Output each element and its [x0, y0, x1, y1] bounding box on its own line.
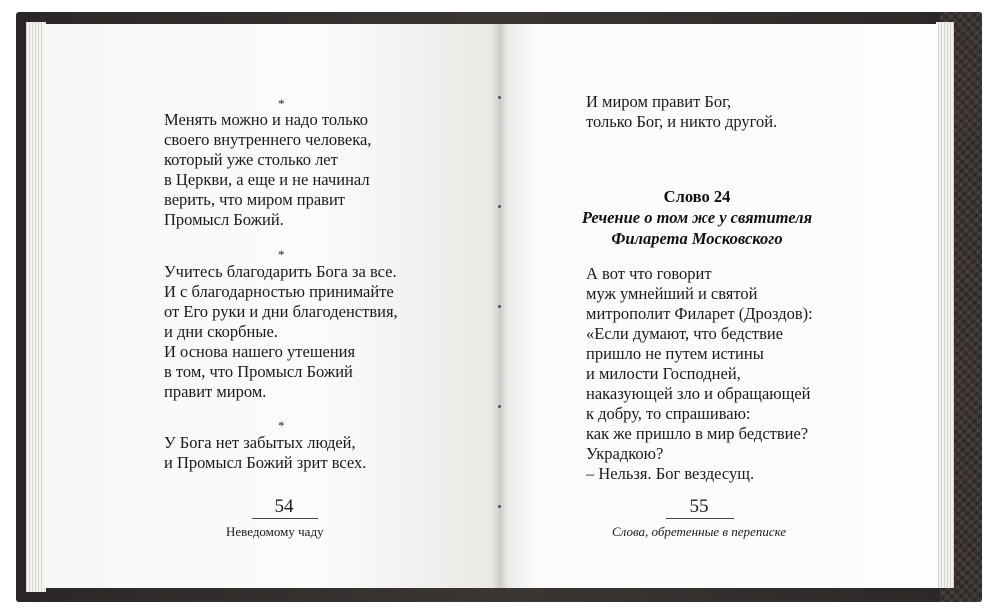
binding-stitch — [498, 405, 501, 408]
section-separator: * — [278, 418, 285, 433]
section-separator: * — [278, 96, 285, 111]
text-line: наказующей зло и обращающей — [586, 384, 811, 403]
text-line: верить, что миром правит — [164, 190, 346, 209]
text-line: и Промысл Божий зрит всех. — [164, 453, 367, 472]
binding-stitch — [498, 305, 501, 308]
text-line: от Его руки и дни благоденствия, — [164, 302, 398, 321]
text-line: в Церкви, а еще и не начинал — [164, 170, 370, 189]
left-paragraph-1 — [164, 110, 371, 230]
section-heading — [580, 186, 814, 249]
text-line: своего внутреннего человека, — [164, 130, 372, 149]
text-line: И с благодарностью принимайте — [164, 282, 394, 301]
text-line: Учитесь благодарить Бога за все. — [164, 262, 397, 281]
text-line: А вот что говорит — [586, 264, 712, 283]
right-body-paragraph — [586, 264, 813, 484]
text-line: и милости Господней, — [586, 364, 741, 383]
section-separator: * — [278, 247, 285, 262]
heading-subtitle-line: Филарета Московского — [611, 229, 783, 248]
text-line: только Бог, и никто другой. — [586, 112, 778, 131]
page-number-left: 54 — [274, 496, 294, 517]
text-line: И основа нашего утешения — [164, 342, 356, 361]
binding-stitch — [498, 96, 501, 99]
text-line: как же пришло в мир бедствие? — [586, 424, 809, 443]
text-line: Менять можно и надо только — [164, 110, 369, 129]
text-line: «Если думают, что бедствие — [586, 324, 784, 343]
page-edges-right — [936, 22, 954, 588]
text-line: – Нельзя. Бог вездесущ. — [586, 464, 755, 483]
text-line: пришло не путем истины — [586, 344, 764, 363]
text-line: и дни скорбные. — [164, 322, 278, 341]
page-number-right: 55 — [689, 496, 709, 517]
running-footer-right: Слова, обретенные в переписке — [612, 524, 787, 539]
text-line: И миром правит Бог, — [586, 92, 732, 111]
text-line: У Бога нет забытых людей, — [164, 433, 356, 452]
binding-stitch — [498, 505, 501, 508]
binding-stitch — [498, 205, 501, 208]
page-number-rule — [252, 518, 318, 519]
left-paragraph-2 — [164, 262, 398, 402]
heading-subtitle-line: Речение о том же у святителя — [581, 208, 813, 227]
page-number-rule — [666, 518, 734, 519]
text-line: Украдкою? — [586, 444, 664, 463]
heading-title: Слово 24 — [663, 187, 731, 206]
text-line: который уже столько лет — [164, 150, 338, 169]
text-line: митрополит Филарет (Дроздов): — [586, 304, 813, 323]
text-line: в том, что Промысл Божий — [164, 362, 353, 381]
left-paragraph-3 — [164, 433, 366, 473]
text-line: Промысл Божий. — [164, 210, 284, 229]
right-top-paragraph — [586, 92, 777, 132]
text-line: правит миром. — [164, 382, 267, 401]
running-footer-left: Неведомому чаду — [226, 524, 324, 539]
text-line: муж умнейший и святой — [586, 284, 758, 303]
page-edges-left — [26, 22, 46, 592]
text-line: к добру, то спрашиваю: — [586, 404, 751, 423]
